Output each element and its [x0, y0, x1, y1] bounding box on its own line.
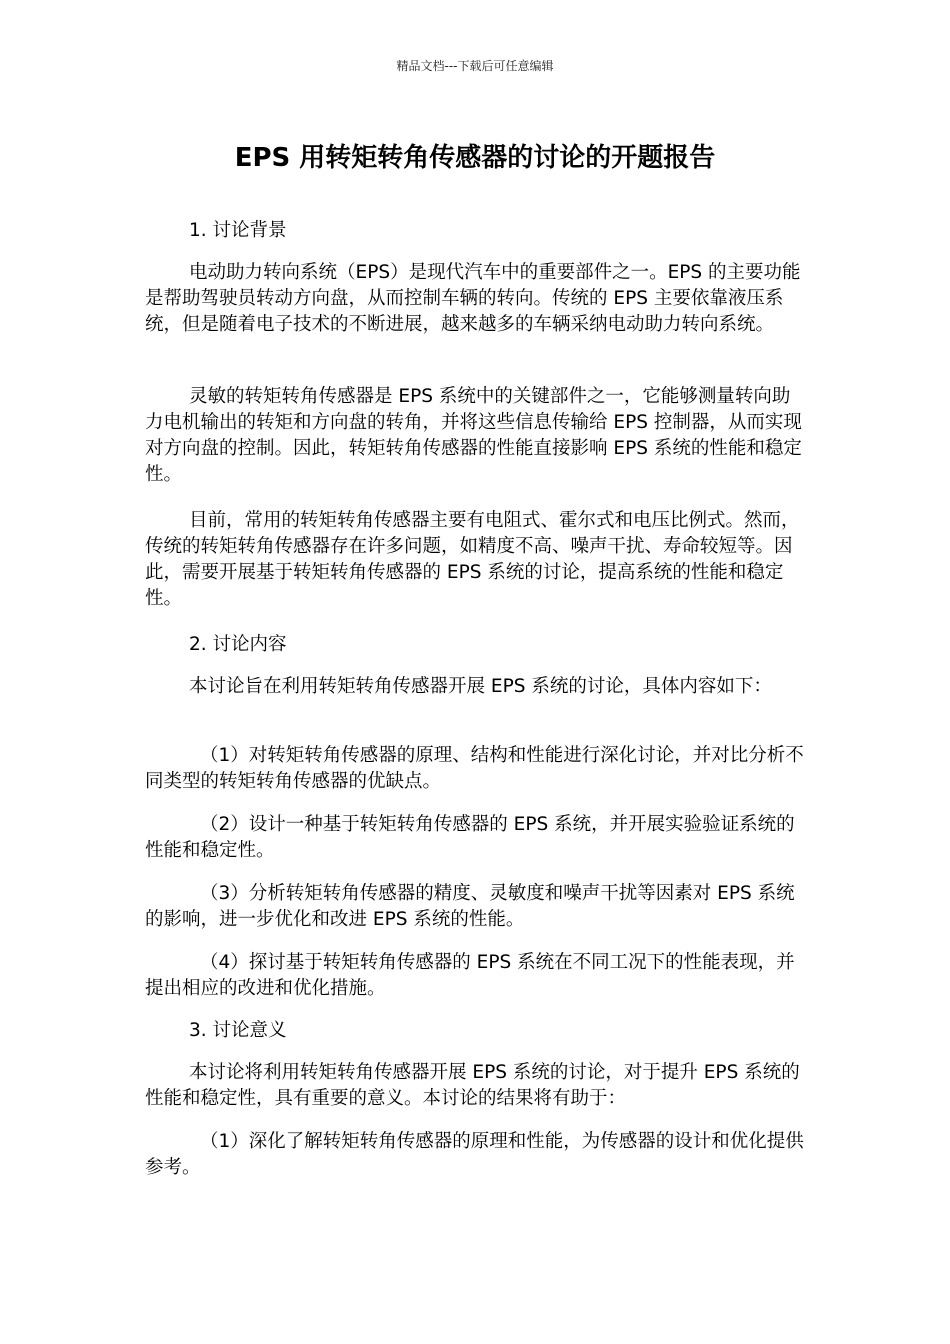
list-item-content-4: （4）探讨基于转矩转角传感器的 EPS 系统在不同工况下的性能表现，并提出相应的改进和优化措施。: [145, 952, 795, 999]
paragraph-eps-intro: 电动助力转向系统（EPS）是现代汽车中的重要部件之一。EPS 的主要功能是帮助驾驶员转动方向盘，从而控制车辆的转向。传统的 EPS 主要依靠液压系统，但是随着电子技术的不断进展，越来越多的车辆采纳电动助力转向系统。: [145, 262, 801, 335]
section-heading-content: 2. 讨论内容: [189, 634, 287, 655]
paragraph-sensor-role: 灵敏的转矩转角传感器是 EPS 系统中的关键部件之一，它能够测量转向助力电机输出的转矩和方向盘的转角，并将这些信息传输给 EPS 控制器，从而实现对方向盘的控制。因此，转矩转角传感器的性能直接影响 EPS 系统的性能和稳定性。: [145, 386, 802, 485]
list-item-content-3: （3）分析转矩转角传感器的精度、灵敏度和噪声干扰等因素对 EPS 系统的影响，进一步优化和改进 EPS 系统的性能。: [145, 883, 795, 930]
paragraph-content-intro: 本讨论旨在利用转矩转角传感器开展 EPS 系统的讨论，具体内容如下：: [189, 676, 772, 697]
paragraph-significance-intro: 本讨论将利用转矩转角传感器开展 EPS 系统的讨论，对于提升 EPS 系统的性能和稳定性，具有重要的意义。本讨论的结果将有助于：: [145, 1062, 800, 1109]
section-heading-significance: 3. 讨论意义: [189, 1020, 287, 1041]
list-item-content-2: （2）设计一种基于转矩转角传感器的 EPS 系统，并开展实验验证系统的性能和稳定性。: [145, 814, 795, 861]
list-item-significance-1: （1）深化了解转矩转角传感器的原理和性能，为传感器的设计和优化提供参考。: [145, 1131, 804, 1178]
paragraph-sensor-types: 目前，常用的转矩转角传感器主要有电阻式、霍尔式和电压比例式。然而，传统的转矩转角传感器存在许多问题，如精度不高、噪声干扰、寿命较短等。因此，需要开展基于转矩转角传感器的 EPS 系统的讨论，提高系统的性能和稳定性。: [145, 510, 800, 609]
section-heading-background: 1. 讨论背景: [189, 220, 287, 241]
page-header: 精品文档---下载后可任意编辑: [396, 59, 554, 73]
document-title: EPS 用转矩转角传感器的讨论的开题报告: [234, 143, 716, 173]
list-item-content-1: （1）对转矩转角传感器的原理、结构和性能进行深化讨论，并对比分析不同类型的转矩转角传感器的优缺点。: [145, 745, 804, 792]
